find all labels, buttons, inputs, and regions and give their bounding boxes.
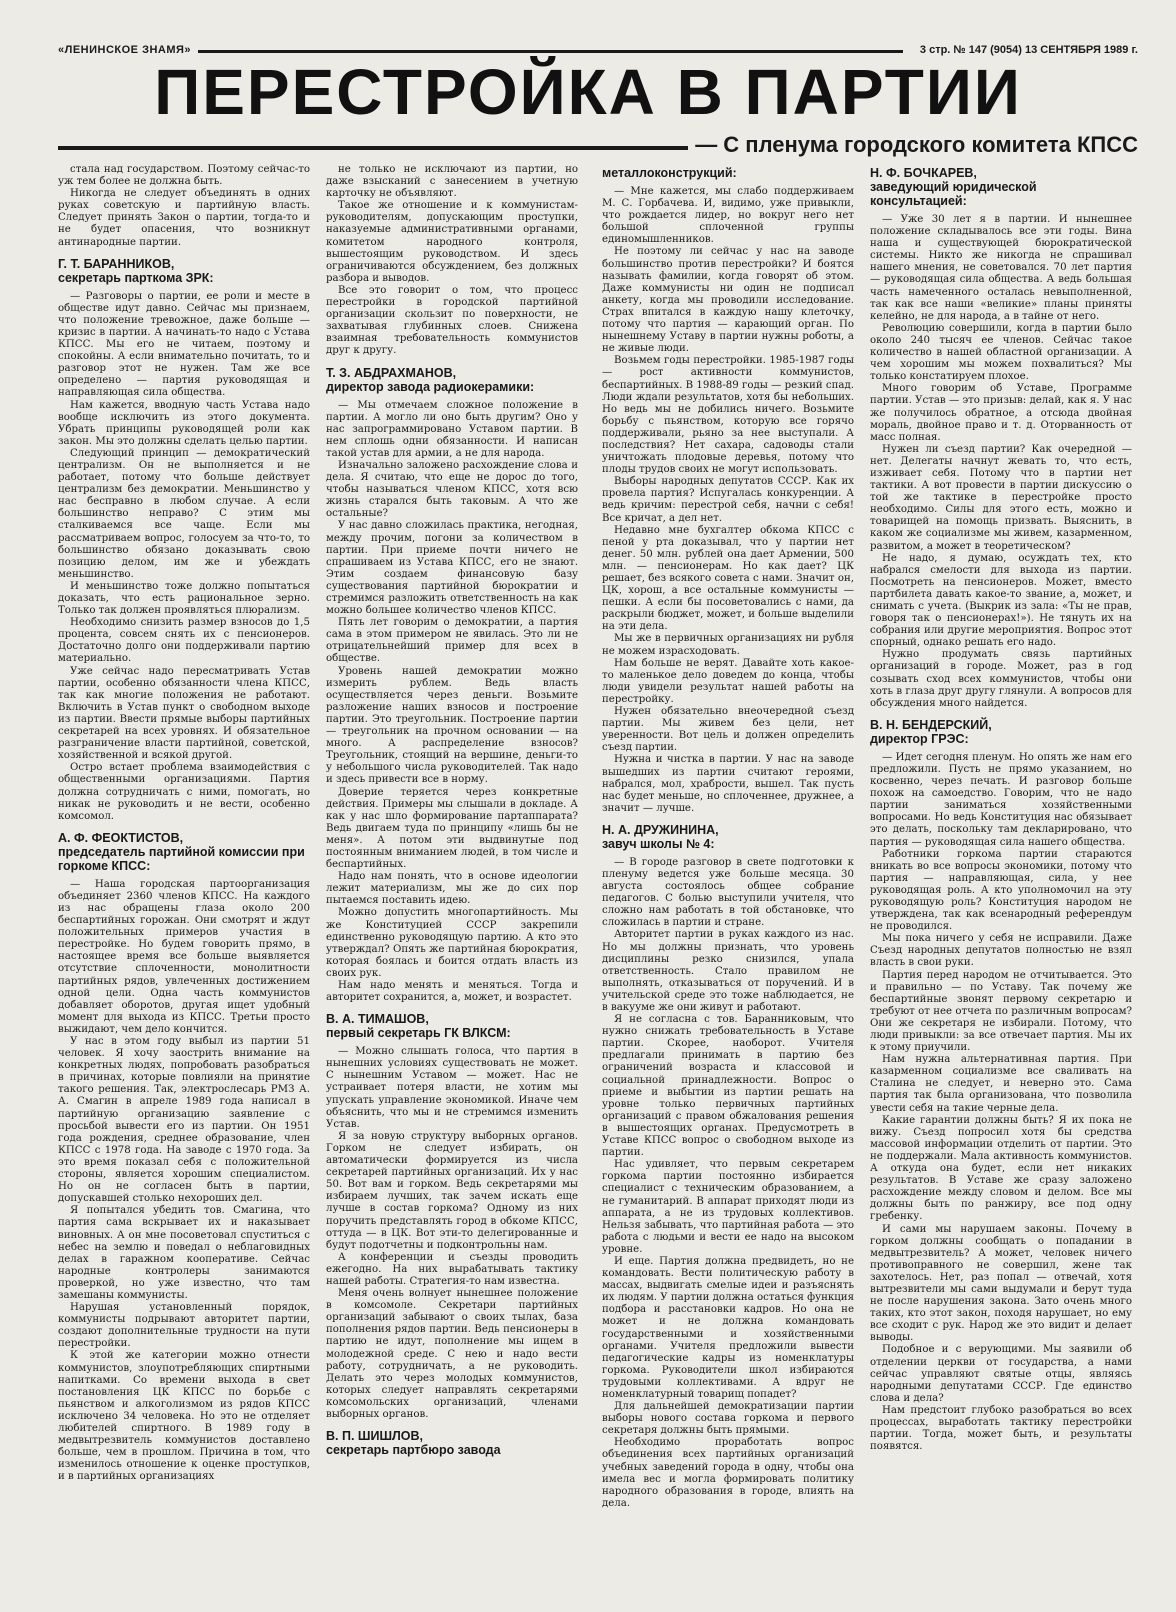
speaker-role: директор завода радиокерамики: xyxy=(326,379,535,394)
paragraph: Нам предстоит глубоко разобраться во всех процессах, выработать тактику перестройки партии. Тогда, может быть, и результаты появятся. xyxy=(870,1404,1132,1453)
paragraph: Нарушая установленный порядок, коммунисты подрывают авторитет партии, создают дополнительные трудности на пути перестройки. xyxy=(58,1302,310,1350)
page-title: ПЕРЕСТРОЙКА В ПАРТИИ xyxy=(154,56,1022,128)
speaker-name: Н. А. ДРУЖИНИНА, xyxy=(602,822,719,837)
paragraph: Остро встает проблема взаимодействия с общественными организациями. Партия должна сотрудничать с ними, помогать, но никак не руководить и не вести, особенно комсомол. xyxy=(58,762,310,822)
speaker-name: В. П. ШИШЛОВ, xyxy=(326,1429,424,1444)
paragraph: Нужна и чистка в партии. У нас на заводе вышедших из партии считают героями, набрался, мол, храбрости, вышел. Так пусть нас будет меньше, но сплоченнее, дружнее, а значит — лучше. xyxy=(602,754,854,814)
paragraph: Партия перед народом не отчитывается. Это и правильно — по Уставу. Так почему же беспартийные звонят первому секретарю и требуют от нее отчета по различным вопросам? Они же секретаря не избирали. Потому, что люди привыкли: за все отвечает партия. Мы их к этому приучили. xyxy=(870,969,1132,1054)
speaker-name: В. Н. БЕНДЕРСКИЙ, xyxy=(870,717,992,732)
paragraph: Какие гарантии должны быть? Я их пока не вижу. Съезд попросил хотя бы средства массовой информации отделить от партии. Это не поддержали. Мала активность коммунистов. А откуда она будет, если нет никаких результатов. В Уставе же сразу заложено расхождение между словом и делом. Все мы должны быть по ранжиру, все под одну гребенку. xyxy=(870,1114,1132,1223)
paragraph: Я не согласна с тов. Баранниковым, что нужно снижать требовательность в Уставе партии. Скорее, наоборот. Учителя предлагали принимать в партию без ограничений возраста и классовой и социальной принадлежности. Вопрос о приеме и выбытии из партии решать на уровне только первичных партийных организаций с правом обжалования решения в вышестоящих органах. Предусмотреть в Уставе КПСС вопрос о свободном выходе из партии. xyxy=(602,1014,854,1159)
paragraph: Выборы народных депутатов СССР. Как их провела партия? Испугалась конкуренции. А ведь кричим: перестрой себя, начни с себя! Все кричат, а дел нет. xyxy=(602,476,854,524)
speaker-role: первый секретарь ГК ВЛКСМ: xyxy=(326,1026,511,1041)
paragraph: Подобное и с верующими. Мы заявили об отделении церкви от государства, а нами сейчас управляют святые отцы, являясь народными депутатами СССР. Где единство слова и дела? xyxy=(870,1344,1132,1404)
paragraph: — Мне кажется, мы слабо поддерживаем М. С. Горбачева. И, видимо, уже привыкли, что рождается лидер, но вокруг него нет большой сплоченной группы единомышленников. xyxy=(602,186,854,246)
speaker-name: Г. Т. БАРАННИКОВ, xyxy=(58,256,175,271)
speaker-name: В. А. ТИМАШОВ, xyxy=(326,1012,429,1027)
masthead-rule xyxy=(198,50,903,53)
paragraph: — Разговоры о партии, ее роли и месте в обществе идут давно. Сейчас мы признаем, что положение тревожное, даже больше — кризис в партии. А начинать-то надо с Устава КПСС. Мы его не читаем, поэтому и спокойны. А если внимательно почитать, то и разговор этот не нужен. Там же все определено — партия руководящая и направляющая сила общества. xyxy=(58,290,310,399)
speaker-heading xyxy=(58,831,310,873)
paragraph: Для дальнейшей демократизации партии выборы нового состава горкома и первого секретаря должны быть прямыми. xyxy=(602,1401,854,1437)
column-4 xyxy=(870,164,1132,1596)
paragraph: Нужен обязательно внеочередной съезд партии. Мы живем без цели, нет уверенности. Вот цель и должен определить съезд партии. xyxy=(602,706,854,754)
paragraph: Я за новую структуру выборных органов. Горком не следует избирать, он автоматически формируется из числа секретарей партийных организаций. Их у нас 50. Вот вам и горком. Ведь секретарями мы избираем лучших, так зачем искать еще лучше в состав горкома? Одному из них поручить представлять город в обкоме КПСС, оттуда — в ЦК. Вот эти-то делегированные и будут подотчетны и подконтрольны нам. xyxy=(326,1130,578,1251)
column-1 xyxy=(58,164,310,1596)
paragraph: Нам надо менять и меняться. Тогда и авторитет сохранится, а, может, и возрастет. xyxy=(326,980,578,1004)
paragraph: И сами мы нарушаем законы. Почему в горком должны сообщать о попадании в медвытрезвитель? А может, человек ничего противоправного не совершил, жене так захотелось. Нет, раз попал — отвечай, хотя вытрезвители мы сами выдумали и берут туда не после нарушения закона. Зато очень много таких, кто этот закон, походя нарушает, но ему все сходит с рук. Народ же это видит и делает выводы. xyxy=(870,1223,1132,1344)
paragraph: Нам больше не верят. Давайте хоть какое-то маленькое дело доведем до конца, чтобы люди увидели результат нашей работы на перестройку. xyxy=(602,657,854,705)
paragraph: не только не исключают из партии, но даже взысканий с занесением в учетную карточку не объявляют. xyxy=(326,164,578,200)
speaker-name: Т. З. АБДРАХМАНОВ, xyxy=(326,365,457,380)
speaker-role: заведующий юридической консультацией: xyxy=(870,180,1037,208)
paragraph: Мы пока ничего у себя не исправили. Даже Съезд народных депутатов полностью не взял власть в свои руки. xyxy=(870,933,1132,969)
paragraph: Следующий принцип — демократический централизм. Он не выполняется и не работает, потому что больше действует централизм без демократии. Меньшинство у нас бесправно в любом случае. А если большинство неправо? С этим мы сталкиваемся все чаще. Если мы рассматриваем вопрос, голосуем за что-то, то большинство обязано доказывать свою позицию делом, им же и убеждать меньшинство. xyxy=(58,447,310,580)
paragraph: Изначально заложено расхождение слова и дела. Я считаю, что еще не дорос до того, чтобы называться членом КПСС, хотя всю жизнь старался быть таковым. А что же остальные? xyxy=(326,459,578,520)
speaker-name: Н. Ф. БОЧКАРЕВ, xyxy=(870,166,977,180)
paragraph: Не поэтому ли сейчас у нас на заводе большинство против перестройки? И боятся называть фамилии, когда говорят об этом. Даже коммунисты ни один не подписал анкету, когда мы проводили исследование. Страх впитался в каждую нашу клеточку, потому что партия — карающий орган. По нынешнему Уставу в партии нужны роботы, а не живые люди. xyxy=(602,246,854,355)
paragraph: — Мы отмечаем сложное положение в партии. А могло ли оно быть другим? Оно у нас запрограммировано Уставом партии. В нем сплошь одни обязанности. И написан такой устав для армии, а не для народа. xyxy=(326,399,578,459)
paragraph: Нужно продумать связь партийных организаций в городе. Может, раз в год созывать сход всех коммунистов, чтобы они хоть в глаза друг другу глянули. А вопросов для обсуждения много найдется. xyxy=(870,649,1132,709)
paragraph: И меньшинство тоже должно попытаться доказать, что есть рациональное зерно. Только так должен проявляться плюрализм. xyxy=(58,580,310,617)
issue-info: 3 стр. № 147 (9054) 13 СЕНТЯБРЯ 1989 г. xyxy=(919,44,1138,56)
paragraph: Уровень нашей демократии можно измерить рублем. Ведь власть осуществляется через деньги. Возьмите разложение наших взносов и построение партии. Это треугольник. Построение партии — треугольник на прочном основании — на много. А распределение взносов? Треугольник, стоящий на вершине, деньги-то у небольшого числа руководителей. Так надо и здесь привести все в норму. xyxy=(326,665,578,786)
paragraph: К этой же категории можно отнести коммунистов, злоупотребляющих спиртными напитками. Со времени выхода в свет постановления ЦК КПСС по борьбе с пьянством и алкоголизмом из рядов КПСС исключено 34 человека. Но это не отделяет любителей спиртного. В 1989 году в медвытрезвитель коммунистов доставлено больше, чем в прошлом. Причина в том, что изменилось отношение к оценке проступков, и в партийных организациях xyxy=(58,1350,310,1483)
paragraph: — Наша городская партоорганизация объединяет 2360 членов КПСС. На каждого из нас обращены глаза около 200 беспартийных горожан. Они смотрят и ждут положительных примеров участия в перестройке. Но будем говорить прямо, в настоящее время все больше выявляется отсутствие сплоченности, монолитности партийных рядов, увлеченных достижением одной цели. Одна часть коммунистов добавляет оборотов, другая ищет удобный момент для выхода из КПСС. Третьи просто выжидают, чем дело кончится. xyxy=(58,878,310,1035)
speaker-heading xyxy=(870,718,1132,746)
paragraph: Нас удивляет, что первым секретарем горкома партии постоянно избирается специалист с техническим образованием, а не гуманитарий. В аппарат приходят люди из аппарата, а не из трудовых коллективов. Нельзя забывать, что партийная работа — это работа с людьми и вести ее надо на высоком уровне. xyxy=(602,1159,854,1255)
paragraph: И еще. Партия должна предвидеть, но не командовать. Вести политическую работу в массах, выдвигать смелые идеи и разъяснять их людям. У партии должна остаться функция подбора и расстановки кадров. Но она не может и не должна командовать государственными и хозяйственными органами. Учителя предложили вывести педагогические кадры из номенклатуры горкома. Руководители школ избираются трудовыми коллективами. А вдруг не номенклатурный товарищ попадет? xyxy=(602,1255,854,1400)
paragraph: Доверие теряется через конкретные действия. Примеры мы слышали в докладе. А как у нас шло формирование партаппарата? Ведь двигаем туда по принципу «лишь бы не меня». А потом эти выдвинутые под постоянным вниманием людей, в том числе и беспартийных. xyxy=(326,786,578,871)
speaker-role: секретарь партбюро завода xyxy=(326,1443,501,1458)
speaker-heading xyxy=(326,1429,578,1457)
paragraph: Недавно мне бухгалтер обкома КПСС с пеной у рта доказывал, что у партии нет денег. 50 млн. рублей она дает Армении, 500 млн. — пенсионерам. Но как дает? ЦК решает, без всякого совета с нами. Значит он, ЦК, хорош, а все остальные коммунисты — пешки. А если бы посоветовались с нами, да раскрыли бюджет, может, и больше выделили на эти дела. xyxy=(602,524,854,633)
paragraph: Не надо, я думаю, осуждать тех, кто набрался смелости для выхода из партии. Посмотреть на пенсионеров. Может, вместо партбилета давать какое-то звание, а, может, и снимать с учета. (Выкрик из зала: «Ты не прав, говоря так о пенсионерах!»). Не тянуть их на собрания или другие мероприятия. Вопрос этот спорный, однако решать его надо. xyxy=(870,552,1132,649)
paragraph: Авторитет партии в руках каждого из нас. Но мы должны признать, что уровень дисциплины резко снизился, упала ответственность. Стало правилом не выполнять, отказываться от поручений. И в учительской среде это тоже наблюдается, не в вакууме же они живут и работают. xyxy=(602,929,854,1013)
paragraph: Нам кажется, вводную часть Устава надо вообще исключить из этого документа. Убрать принципы руководящей роли как закон. Мы это должны сделать целью партии. xyxy=(58,399,310,447)
paragraph: А конференции и съезды проводить ежегодно. На них вырабатывать тактику нашей работы. Стратегия-то нам известна. xyxy=(326,1251,578,1287)
paragraph: Уже сейчас надо пересматривать Устав партии, особенно обязанности члена КПСС, так как многие положения не работают. Включить в Устав пункт о свободном выходе из партии. Ввести прямые выборы партийных секретарей на всех уровнях. И обязательное разграничение власти партийной, советской, хозяйственной и всякой другой. xyxy=(58,665,310,762)
speaker-role: председатель партийной комиссии при горкоме КПСС: xyxy=(58,844,305,873)
paragraph: Надо нам понять, что в основе идеологии лежит материализм, мы же до сих пор пытаемся поставить идею. xyxy=(326,871,578,907)
paragraph: Необходимо снизить размер взносов до 1,5 процента, совсем снять их с пенсионеров. Достаточно долго они поддерживали партию материально. xyxy=(58,617,310,665)
paragraph: Нужен ли съезд партии? Как очередной — нет. Делегаты начнут жевать то, что есть, изживает себя. Потому что в партии нет тактики. А вот провести в партии дискуссию о той же тактике в перестройке просто необходимо. Силы для этого есть, можно и товарищей на помощь призвать. Выяснить, в каком же социализме мы живем, казарменном, развитом, а может в теоретическом? xyxy=(870,443,1132,552)
paragraph: Революцию совершили, когда в партии было около 240 тысяч ее членов. Сейчас такое количество в нашей областной организации. А чем хорошим мы можем похвалиться? Мы только констатируем плохое. xyxy=(870,322,1132,383)
speaker-role: секретарь парткома ЗРК: xyxy=(58,270,214,285)
paragraph: — Уже 30 лет я в партии. И нынешнее положение складывалось все эти годы. Вина наша и существующей бюрократической системы. Никто же никогда не спрашивал нашего мнения, не советовался. 70 лет партия — руководящая сила общества. А ведь большая часть намеченного осталась невыполненной, так как все наши «великие» планы приняты келейно, не для народа, а в тайне от него. xyxy=(870,214,1132,322)
speaker-role: металлоконструкций: xyxy=(602,166,737,180)
paragraph: Мы же в первичных организациях ни рубля не можем израсходовать. xyxy=(602,633,854,657)
paragraph: — В городе разговор в свете подготовки к пленуму ведется уже больше месяца. 30 августа состоялось общее собрание педагогов. С болью выступили учителя, что сложно нам работать в той обстановке, что сложилась в партии и стране. xyxy=(602,856,854,929)
subheadline: — С пленума городского комитета КПСС xyxy=(695,132,1138,157)
paragraph: Нам нужна альтернативная партия. При казарменном социализме все сваливать на Сталина не следует, и неверно это. Сама партия так была организована, что позволила увести себя на такие черные дела. xyxy=(870,1054,1132,1114)
speaker-role: директор ГРЭС: xyxy=(870,731,969,746)
speaker-role: завуч школы № 4: xyxy=(602,836,715,851)
paragraph: Все это говорит о том, что процесс перестройки в городской партийной организации скользит по поверхности, не захватывая глубинных слоев. Снижена взаимная требовательность коммунистов друг к другу. xyxy=(326,284,578,357)
column-2 xyxy=(326,164,578,1596)
column-3 xyxy=(602,164,854,1596)
speaker-heading xyxy=(326,366,578,394)
speaker-heading xyxy=(602,823,854,851)
paragraph: У нас давно сложилась практика, негодная, между прочим, погони за количеством в партии. При приеме почти ничего не спрашиваем из Устава КПСС, его не знают. Этим создаем финансовую базу существования партийной бюрократии и стремимся разложить ответственность на как можно большее количество членов КПСС. xyxy=(326,520,578,617)
paragraph: У нас в этом году выбыл из партии 51 человек. Я хочу заострить внимание на конкретных людях, попробовать разобраться в причинах, которые повлияли на принятие такого решения. Так, электрослесарь РМЗ А. А. Смагин в апреле 1989 года написал в партийную организацию заявление с просьбой вывести его из партии. Он 1951 года рождения, среднее образование, член КПСС с 1978 года. На заводе с 1970 года. За это время показал себя с положительной стороны, является хорошим специалистом. Но он не согласен быть в партии, допускавшей столько нехороших дел. xyxy=(58,1036,310,1205)
paragraph: Никогда не следует объединять в одних руках советскую и партийную власть. Следует принять Закон о партии, тогда-то и не будет опасения, что возникнут антинародные партии. xyxy=(58,188,310,248)
paragraph: — Идет сегодня пленум. Но опять же нам его предложили. Пусть не прямо указанием, но косвенно, через печать. И разговор больше похож на самоедство. Говорим, что не надо партии заниматься хозяйственными вопросами. Но ведь Конституция нас обязывает это делать, поскольку там декларировано, что партия — руководящая сила нашего общества. xyxy=(870,751,1132,848)
subheadline-bar xyxy=(58,132,1138,164)
speaker-heading xyxy=(602,166,854,180)
newspaper-name: «ЛЕНИНСКОЕ ЗНАМЯ» xyxy=(58,44,192,56)
paragraph: стала над государством. Поэтому сейчас-то уж тем более не должна быть. xyxy=(58,164,310,188)
speaker-heading xyxy=(326,1012,578,1040)
paragraph: Такое же отношение и к коммунистам-руководителям, допускающим проступки, наказуемые административными органами, комитетом народного контроля, вышестоящим руководством. И здесь ограничиваются обсуждением, без должных разбора и выводов. xyxy=(326,200,578,284)
paragraph: Возьмем годы перестройки. 1985-1987 годы — рост активности коммунистов, беспартийных. В 1988-89 годы — резкий спад. Люди ждали результатов, хотя бы небольших. Но ведь мы не добились ничего. Возьмите борьбу с пьянством, которую все горячо поддерживали, рьяно за нее выступали. А последствия? Нет сахара, садоводы стали уничтожать плодовые деревья, потому что плоды трудов своих не могут использовать. xyxy=(602,355,854,476)
paragraph: Работники горкома партии стараются вникать во все вопросы экономики, потому что партия — направляющая, сила, у нее руководящая роль. А кто уполномочил на эту руководящую роль? Конституция народом не утверждена, так как всенародный референдум не проводился. xyxy=(870,848,1132,933)
speaker-heading xyxy=(870,166,1132,208)
paragraph: Пять лет говорим о демократии, а партия сама в этом примером не явилась. Это ли не отрицательнейший пример для всех в обществе. xyxy=(326,617,578,665)
subheadline-rule xyxy=(58,146,688,150)
paragraph: Меня очень волнует нынешнее положение в комсомоле. Секретари партийных организаций забывают о своих тылах, база пополнения рядов партии. Ведь пенсионеры в партию не идут, пополнение мы ищем в молодежной среде. С нею и надо вести работу, сотрудничать, а не руководить. Делать это через молодых коммунистов, которых следует направлять секретарями комсомольских организаций, членами выборных органов. xyxy=(326,1288,578,1420)
paragraph: Можно допустить многопартийность. Мы же Конституцией СССР закрепили единственно руководящую партию. А кто это утверждал? Опять же партийная бюрократия, которая боялась и боится отдать власть из своих рук. xyxy=(326,907,578,979)
speaker-name: А. Ф. ФЕОКТИСТОВ, xyxy=(58,830,184,845)
paragraph: Я попытался убедить тов. Смагина, что партия сама вскрывает их и наказывает виновных. А он мне посоветовал спуститься с небес на землю и поведал о неблаговидных делах в гаражном кооперативе. Сейчас народные контролеры занимаются проверкой, но уже известно, что там замешаны коммунисты. xyxy=(58,1205,310,1301)
speaker-heading xyxy=(58,257,310,285)
paragraph: — Можно слышать голоса, что партия в нынешних условиях существовать не может. С нынешним Уставом — может. Нас не устраивает потеря власти, не хотим мы упускать управление экономикой. Иначе чем объяснить, что мы и не стремимся изменить Устав. xyxy=(326,1046,578,1130)
paragraph: Необходимо проработать вопрос объединения всех партийных организаций учебных заведений города в одну, чтобы она имела вес и могла формировать политику народного образования в городе, влиять на дела. xyxy=(602,1437,854,1509)
paragraph: Много говорим об Уставе, Программе партии. Устав — это призыв: делай, как я. У нас же получилось обратное, а отсюда двойная мораль, двойное право и т. д. Оторванность от масс полная. xyxy=(870,383,1132,443)
